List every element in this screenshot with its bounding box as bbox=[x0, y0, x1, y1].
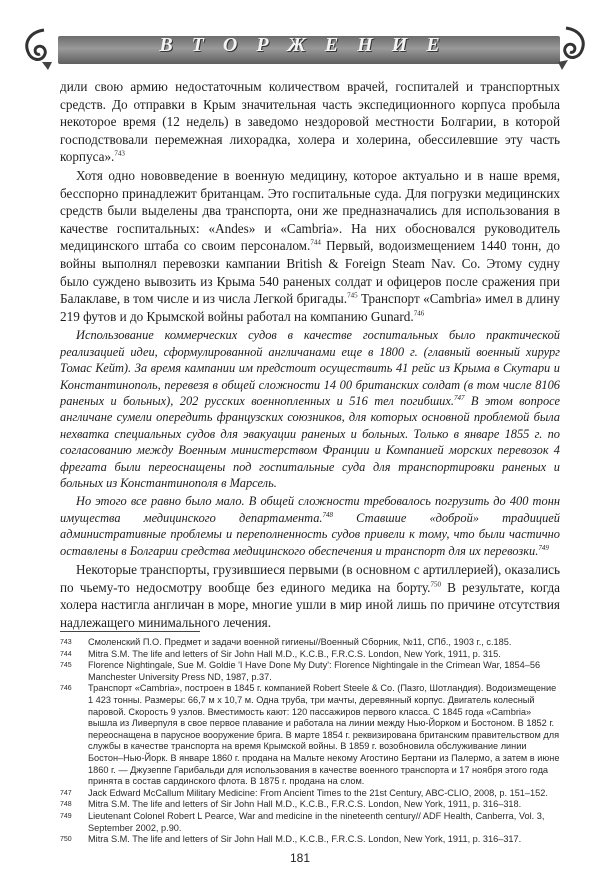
body-text bbox=[60, 78, 560, 631]
footnote-divider bbox=[60, 631, 200, 632]
footnote-item: 745 Florence Nightingale, Sue M. Goldie 'I Have Done My Duty': Florence Nightingale in the Crimean War, 1854–56 Manchester University Press ND, 1987, p.37. bbox=[60, 660, 541, 682]
footnote-item: 743 Смоленский П.О. Предмет и задачи военной гигиены//Военный Сборник, №11, СПб., 1903 г., с.185. bbox=[60, 637, 512, 647]
footnote-item: 748 Mitra S.M. The life and letters of Sir John Hall M.D., K.C.B., F.R.C.S. London, New York, 1911, p. 316–318. bbox=[60, 799, 522, 810]
chapter-title: В Т О Р Ж Е Н И Е bbox=[159, 34, 447, 56]
footnote-ref[interactable]: 744 bbox=[310, 238, 321, 247]
footnote-item: 747 Jack Edward McCallum Military Medicine: From Ancient Times to the 21st Century, ABC-CLIO, 2008, p. 151–152. bbox=[60, 787, 548, 798]
footnote-item: 744 Mitra S.M. The life and letters of Sir John Hall M.D., K.C.B., F.R.C.S. London, New York, 1911, p. 315. bbox=[60, 648, 501, 659]
footnote-ref[interactable]: 749 bbox=[538, 543, 549, 552]
footnote-item: 749 Lieutenant Colonel Robert L Pearce, War and medicine in the nineteenth century// ADF Health, Canberra, Vol. 3, September 2002, p.90. bbox=[60, 810, 545, 833]
scroll-ornament-right-icon bbox=[554, 22, 588, 72]
footnote-ref[interactable]: 746 bbox=[413, 309, 425, 318]
footnote-ref[interactable]: 748 bbox=[322, 510, 334, 519]
page-number: 181 bbox=[289, 851, 311, 865]
footnote-ref[interactable]: 750 bbox=[430, 580, 441, 589]
footnote-item: 750 Mitra S.M. The life and letters of Sir John Hall M.D., K.C.B., F.R.C.S. London, New York, 1911, p. 316–317. bbox=[60, 834, 522, 845]
chapter-banner bbox=[18, 8, 588, 78]
paragraph-5: Некоторые транспорты, грузившиеся первыми (в основном с артиллерией), оказались по чьему-то недосмотру вообще без единого медика на борту.$^{750}$ В результате, когда холера настигла англичан в море, многие ушли в мир иной лишь по причине отсутствия надлежащего минимального лечения. bbox=[60, 562, 561, 630]
paragraph-4: Но этого все равно было мало. В общей сложности требовалось погрузить до 400 тонн имущества медицинского департамента.$^{748}$ Ставшие «доброй» традицией административные проблемы и переполненность судов привели к тому, что были частично оставлены в Болгарии средства медицинского обеспечения и транспорт для их перевозки.$^{749}$ bbox=[60, 494, 560, 558]
footnote-item: 746 Транспорт «Cambria», построен в 1845 г. компанией Robert Steele & Co. (Пазго, Шотландия). Водоизмещение 1 423 тонны. Размеры: 66,7 м х 10,7 м. Одна труба, три мачты, деревянный корпус. Двигатель колесный паровой. Скорость 9 узлов. Вместимость кают: 120 пассажиров первого класса. С 1845 года «Cambria» вышла из Ливерпуля в свое первое плавание и работала на линии между Нью-Йорком и Бостоном. В 1852 г. переоснащена в парусное вооружение брига. В марте 1854 г. реквизирована британским правительством для службы в качестве транспорта на время Крымской войны. В 1859 г. возобновила обслуживание линии Бостон–Нью-Йорк. В январе 1860 г. продана на Мальте некому Агостино Бертани из Палермо, а затем в июне 1860 г. — Джузеппе Гарибальди для использования в качестве военного транспорта и 17 ноября этого года принята в состав сардинского флота. В 1875 г. продана на слом. bbox=[60, 683, 560, 787]
paragraph-1: дили свою армию недостаточным количеством врачей, госпиталей и транспортных средств. До отправки в Крым значительная часть экспедиционного корпуса пробыла некоторое время (12 недель) в заведомо нездоровой местности Болгарии, в которой господствовали перемежная лихорадка, холера и холерина, обессилевшие эту часть корпуса».$^{743}$ bbox=[60, 79, 560, 165]
footnote-ref[interactable]: 743 bbox=[114, 149, 125, 158]
footnote-ref[interactable]: 747 bbox=[453, 393, 465, 402]
footnote-ref[interactable]: 745 bbox=[347, 291, 358, 300]
footnotes bbox=[60, 637, 560, 846]
paragraph-3: Использование коммерческих судов в качестве госпитальных было практической реализацией идеи, сформулированной англичанами еще в 1800 г. (главный военный хирург Томас Кейт). За время кампании им предстоит осуществить 41 рейс из Крыма в Скутари и Константинополь, перевезя в общей сложности 14 00 британских солдат (в том числе 8106 раненых и больных), 202 русских военнопленных и 516 тел погибших.$^{747}$ В этом вопросе англичане сумели опередить французских союзников, для которых основной проблемой была нехватка специальных судов для эвакуации раненых и больных. Только в январе 1855 г. по согласованию между Военным министерством Франции и Компанией морских перевозок 4 фрегата были переоснащены под госпитальные суда для транспортировки раненых и больных из Константинополя в Марсель. bbox=[60, 328, 560, 490]
paragraph-2: Хотя одно нововведение в военную медицину, которое актуально и в наше время, бесспорно принадлежит британцам. Это госпитальные суда. Для погрузки медицинских средств были выделены два транспорта, они же предназначались для использования в качестве госпитальных: «Andes» и «Cambria». На них обосновался руководитель медицинского штаба со своим персоналом.$^{744}$ Первый, водоизмещением 1440 тонн, до войны выполнял перевозки кампании British & Foreign Steam Nav. Co. Этому судну было суждено вывозить из Крыма 540 раненых солдат и офицеров после сражения при Балаклаве, в том числе и из числа Легкой бригады.$^{745}$ Транспорт «Cambria» имел в длину 219 футов и до Крымской войны работал на компанию Gunard.$^{746}$ bbox=[60, 167, 561, 324]
